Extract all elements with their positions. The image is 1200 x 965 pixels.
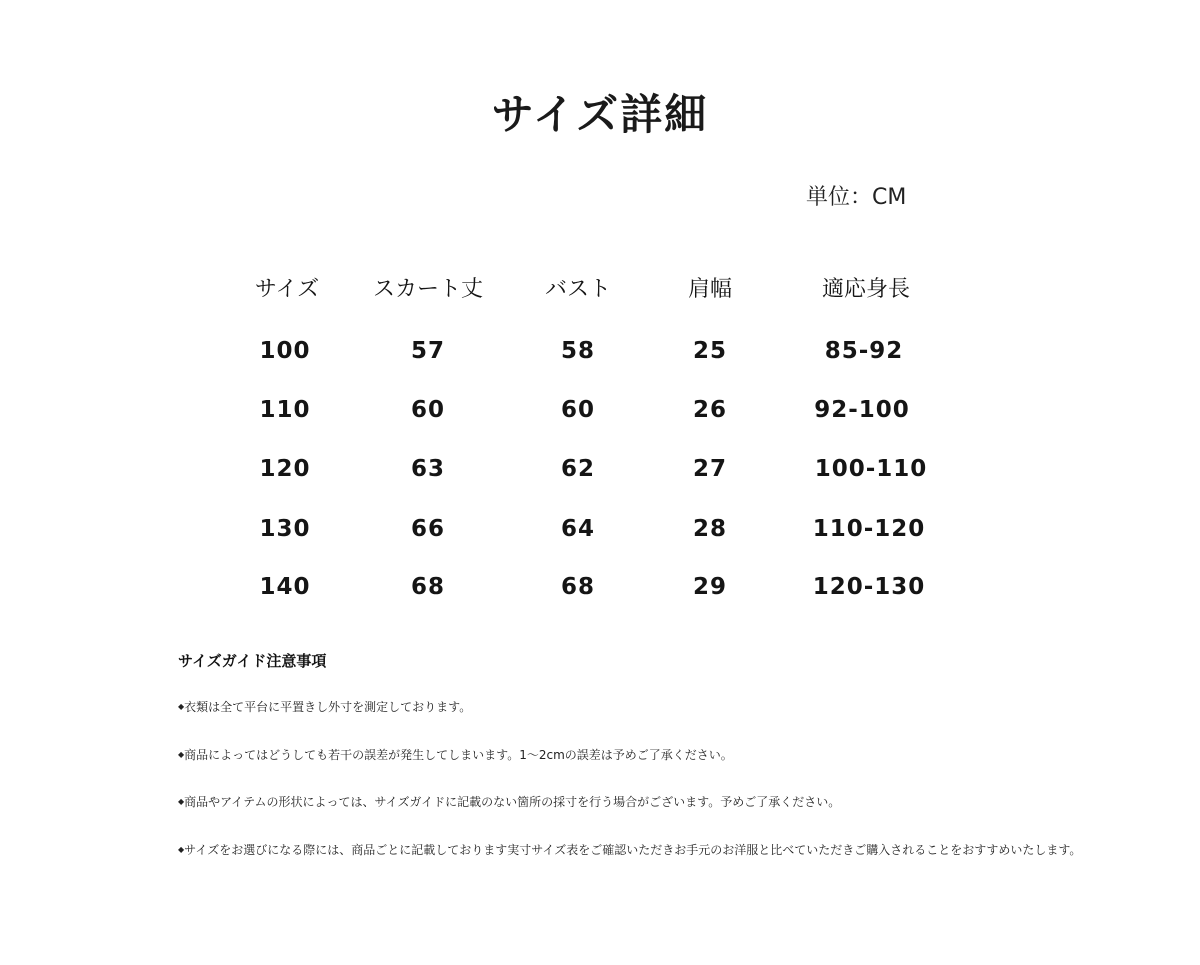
table-cell: 62 [560, 456, 596, 482]
table-cell: 120-130 [812, 574, 926, 600]
table-cell: 85-92 [824, 338, 904, 364]
table-cell: 130 [259, 516, 311, 542]
table-cell: 68 [560, 574, 596, 600]
table-cell: 110 [259, 397, 311, 423]
table-cell: 92-100 [814, 397, 910, 423]
table-cell: 68 [410, 574, 446, 600]
note-text: サイズをお選びになる際には、商品ごとに記載しております実寸サイズ表をご確認いただきお手元のお洋服と比べていただきご購入されることをおすすめいたします。 [184, 843, 1082, 857]
table-cell: 29 [692, 574, 728, 600]
unit-label: 単位：CM [806, 185, 907, 210]
note-text: 衣類は全て平台に平置きし外寸を測定しております。 [184, 700, 472, 714]
header-size: サイズ [254, 277, 320, 302]
table-cell: 26 [692, 397, 728, 423]
note-item [178, 696, 1168, 718]
table-cell: 58 [560, 338, 596, 364]
table-cell: 66 [410, 516, 446, 542]
note-item [178, 839, 1168, 861]
bullet-icon: ◆ [178, 797, 185, 806]
table-cell: 110-120 [812, 516, 926, 542]
table-cell: 120 [259, 456, 311, 482]
note-item [178, 791, 1168, 813]
table-cell: 100 [259, 338, 311, 364]
table-cell: 64 [560, 516, 596, 542]
table-cell: 28 [692, 516, 728, 542]
bullet-icon: ◆ [178, 702, 185, 711]
bullet-icon: ◆ [178, 845, 185, 854]
table-cell: 60 [410, 397, 446, 423]
table-cell: 100-110 [814, 456, 928, 482]
header-skirt-length: スカート丈 [372, 277, 484, 302]
table-cell: 57 [410, 338, 446, 364]
table-cell: 27 [692, 456, 728, 482]
note-text: 商品によってはどうしても若干の誤差が発生してしまいます。1～2cmの誤差は予めご了承ください。 [184, 748, 733, 762]
notes-title: サイズガイド注意事項 [178, 652, 327, 670]
bullet-icon: ◆ [178, 750, 185, 759]
note-text: 商品やアイテムの形状によっては、サイズガイドに記載のない箇所の採寸を行う場合がございます。予めご了承ください。 [184, 795, 841, 809]
table-cell: 63 [410, 456, 446, 482]
table-cell: 140 [259, 574, 311, 600]
header-shoulder: 肩幅 [687, 277, 733, 302]
page-title: サイズ詳細 [491, 90, 709, 139]
note-item [178, 744, 1168, 766]
header-bust: バスト [544, 277, 612, 302]
header-height: 適応身長 [821, 277, 911, 302]
table-cell: 25 [692, 338, 728, 364]
table-cell: 60 [560, 397, 596, 423]
